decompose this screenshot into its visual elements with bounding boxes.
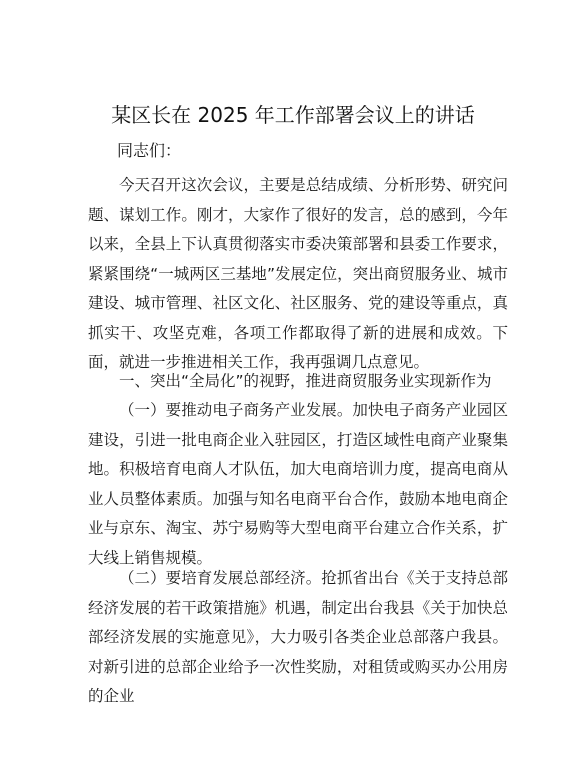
paragraph-headquarters: （二）要培育发展总部经济。抢抓省出台《关于支持总部经济发展的若干政策措施》机遇，制定出台我县《关于加快总部经济发展的实施意见》，大力吸引各类企业总部落户我县。对新引进的总部企业给予一次性奖励，对租赁或购买办公用房的企业 — [88, 569, 508, 705]
paragraph-ecommerce: （一）要推动电子商务产业发展。加快电子商务产业园区建设，引进一批电商企业入驻园区，打造区域性电商产业聚集地。积极培育电商人才队伍，加大电商培训力度，提高电商从业人员整体素质。加强与知名电商平台合作，鼓励本地电商企业与京东、淘宝、苏宁易购等大型电商平台建立合作关系，扩大线上销售规模。 — [88, 401, 508, 567]
salutation: 同志们： — [117, 141, 182, 160]
paragraph-intro: 今天召开这次会议，主要是总结成绩、分析形势、研究问题、谋划工作。刚才，大家作了很好的发言，总的感到，今年以来，全县上下认真贯彻落实市委决策部署和县委工作要求，紧紧围绕“一城两区三基地”发展定位，突出商贸服务业、城市建设、城市管理、社区文化、社区服务、党的建设等重点，真抓实干、攻坚克难，各项工作都取得了新的进展和成效。下面，就进一步推进相关工作，我再强调几点意见。 — [88, 176, 508, 371]
section-heading-1: 一、突出“全局化”的视野，推进商贸服务业实现新作为 — [119, 372, 492, 390]
document-title: 某区长在 2025 年工作部署会议上的讲话 — [111, 103, 475, 127]
